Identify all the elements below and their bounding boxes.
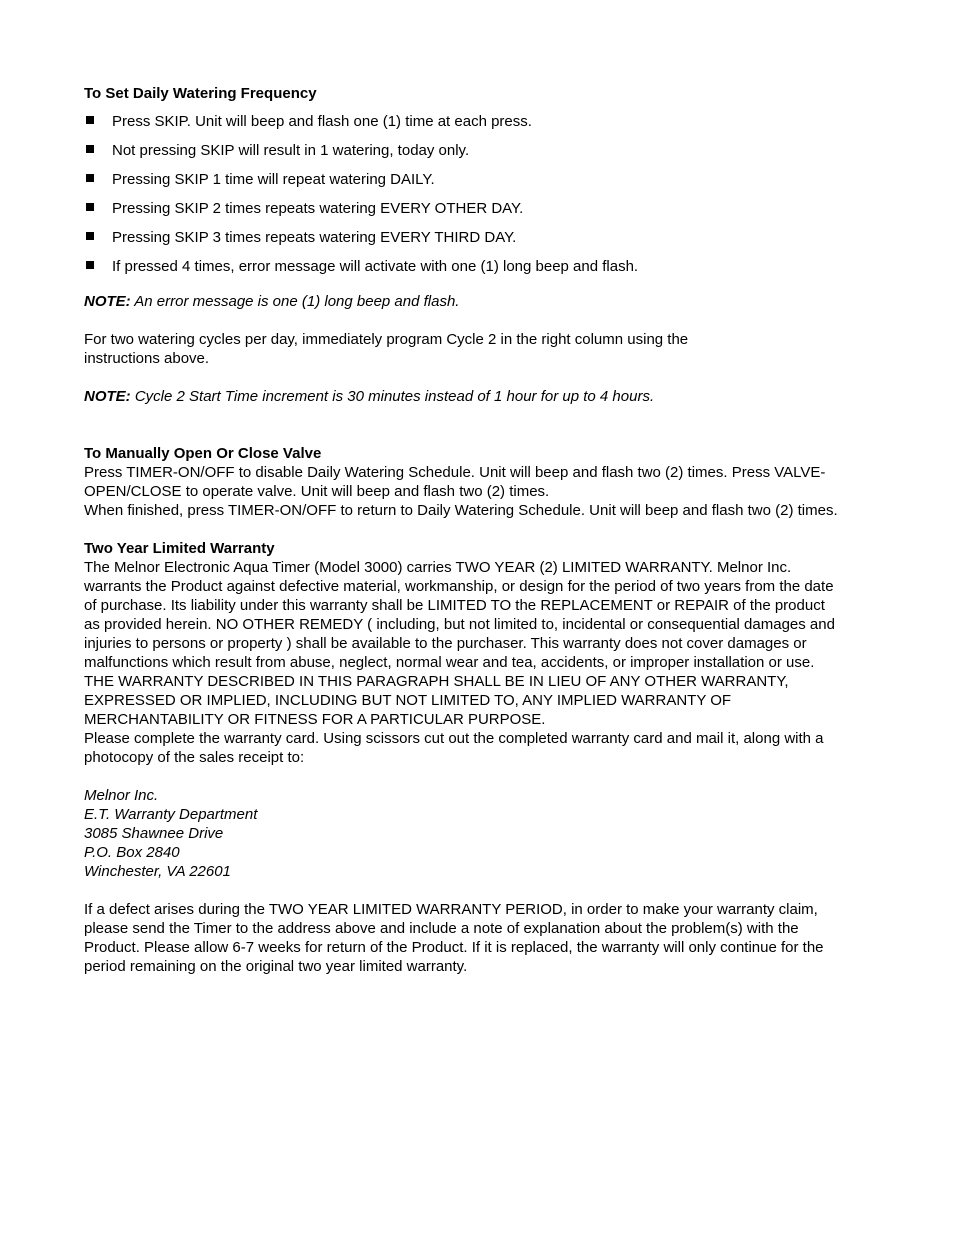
square-bullet-icon [86, 145, 94, 153]
watering-bullet-list [84, 112, 874, 276]
list-item: Not pressing SKIP will result in 1 watering, today only. [84, 141, 874, 160]
list-item: If pressed 4 times, error message will activate with one (1) long beep and flash. [84, 257, 874, 276]
list-item: Pressing SKIP 2 times repeats watering EVERY OTHER DAY. [84, 199, 874, 218]
square-bullet-icon [86, 116, 94, 124]
warranty-section: Two Year Limited Warranty The Melnor Electronic Aqua Timer (Model 3000) carries TWO YEAR (2) LIMITED WARRANTY. Melnor Inc. warrants the Product against defective material, workmanship, or design for the period of two years from the date of purchase. Its liability under this warranty shall be LIMITED TO the REPLACEMENT or REPAIR of the product as provided herein. NO OTHER REMEDY ( including, but not limited to, incidental or consequential damages and injuries to persons or property ) shall be available to the purchaser. This warranty does not cover damages or malfunctions which result from abuse, neglect, normal wear and tea, accidents, or improper installation or use. THE WARRANTY DESCRIBED IN THIS PARAGRAPH SHALL BE IN LIEU OF ANY OTHER WARRANTY, EXPRESSED OR IMPLIED, INCLUDING BUT NOT LIMITED TO, ANY IMPLIED WARRANTY OF MERCHANTABILITY OR FITNESS FOR A PARTICULAR PURPOSE. Please complete the warranty card. Using scissors cut out the completed warranty card and mail it, along with a photocopy of the sales receipt to: [84, 539, 874, 767]
closing-paragraph: If a defect arises during the TWO YEAR LIMITED WARRANTY PERIOD, in order to make your warranty claim, please send the Timer to the address above and include a note of explanation about the problem(s) with the Product. Please allow 6-7 weeks for return of the Product. If it is replaced, the warranty will only continue for the period remaining on the original two year limited warranty. [84, 901, 824, 975]
watering-heading: To Set Daily Watering Frequency [84, 85, 317, 102]
square-bullet-icon [86, 203, 94, 211]
cycle-paragraph: For two watering cycles per day, immediately program Cycle 2 in the right column using the instructions above. [84, 331, 689, 367]
valve-heading: To Manually Open Or Close Valve [84, 445, 322, 462]
list-item: Press SKIP. Unit will beep and flash one (1) time at each press. [84, 112, 874, 131]
error-note: NOTE: An error message is one (1) long beep and flash. [84, 293, 460, 310]
document-page [84, 84, 874, 976]
square-bullet-icon [86, 174, 94, 182]
mailing-address: Melnor Inc. E.T. Warranty Department 3085 Shawnee Drive P.O. Box 2840 Winchester, VA 22601 [84, 787, 258, 880]
list-item: Pressing SKIP 1 time will repeat watering DAILY. [84, 170, 874, 189]
valve-section: To Manually Open Or Close Valve Press TIMER-ON/OFF to disable Daily Watering Schedule. Unit will beep and flash two (2) times. Press VALVE- OPEN/CLOSE to operate valve. Unit will beep and flash two (2) times. When finished, press TIMER-ON/OFF to return to Daily Watering Schedule. Unit will beep and flash two (2) times. [84, 444, 874, 520]
square-bullet-icon [86, 261, 94, 269]
warranty-heading: Two Year Limited Warranty [84, 540, 275, 557]
square-bullet-icon [86, 232, 94, 240]
list-item: Pressing SKIP 3 times repeats watering EVERY THIRD DAY. [84, 228, 874, 247]
cycle-note: NOTE: Cycle 2 Start Time increment is 30 minutes instead of 1 hour for up to 4 hours. [84, 388, 655, 405]
